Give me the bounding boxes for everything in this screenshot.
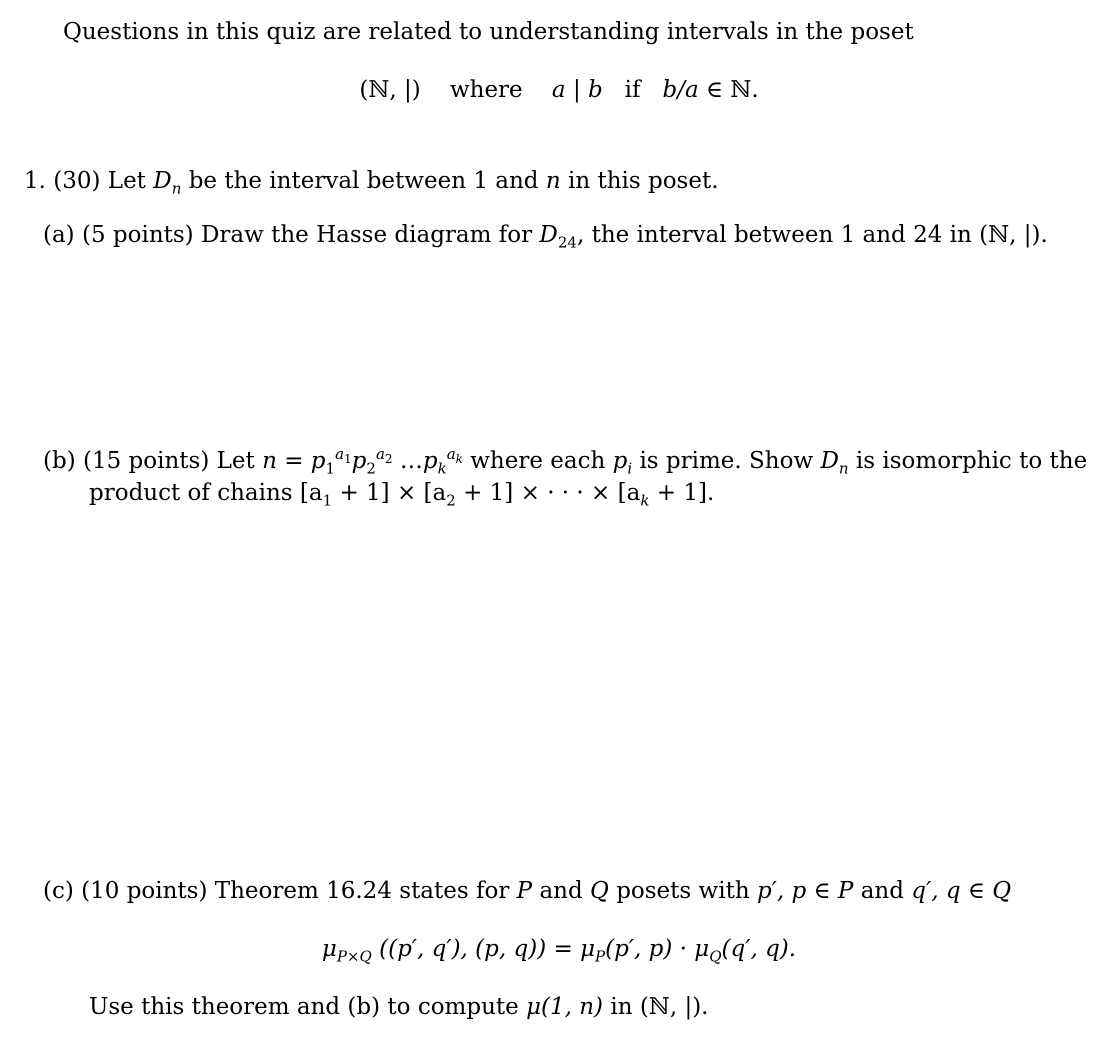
eq-rel-a: a <box>551 77 566 103</box>
q1c-Q-set: Q <box>992 878 1012 904</box>
q1b-points: (15 points) <box>82 448 210 474</box>
q1b-chains: $[a_1 + 1] \times [a_2 + 1]$ × · · · × $[a_k + 1]$. <box>299 480 715 510</box>
formula-mu-q: $\mu_Q$ <box>694 936 722 966</box>
question-1b-line2 <box>89 478 714 508</box>
q1c-Q: Q <box>590 878 609 904</box>
eq-in: ∈ ℕ. <box>705 77 759 103</box>
q1a-points: (5 points) <box>81 222 194 248</box>
q1-points: (30) <box>53 168 101 194</box>
eq-where: where <box>449 77 523 103</box>
q1b-pi: $p_i$ <box>612 448 633 478</box>
q1c-line3-post: in (ℕ, |). <box>610 994 709 1020</box>
eq-poset: (ℕ, |) <box>359 77 421 103</box>
question-1 <box>24 166 719 196</box>
q1b-text-pre: Let <box>216 448 255 474</box>
q1c-in-P: ∈ <box>813 878 831 904</box>
formula-lhs-args: ((p′, q′), (p, q)) = <box>379 936 573 962</box>
q1c-P-set: P <box>837 878 854 904</box>
q1c-mu: μ(1, n) <box>526 994 604 1020</box>
q1c-pp: p′, p <box>756 878 807 904</box>
q1-Dn: $D_n$ <box>153 168 182 198</box>
q1a-text-post: , the interval between 1 and 24 in (ℕ, |). <box>576 222 1048 248</box>
question-1a <box>43 220 1048 250</box>
q1c-and-1: and <box>539 878 583 904</box>
formula-mu-pxq: $\mu_{P\times Q}$ <box>321 936 372 966</box>
q1b-line2-pre: product of chains <box>89 480 293 506</box>
q1c-points: (10 points) <box>81 878 208 904</box>
q1a-text-pre: Draw the Hasse diagram for <box>200 222 533 248</box>
q1b-label: (b) <box>43 448 76 474</box>
question-1c-line3 <box>89 992 708 1022</box>
q1c-text-pre: Theorem 16.24 states for <box>214 878 510 904</box>
q1b-Dn: $D_n$ <box>820 448 849 478</box>
q1-n: n <box>545 168 561 194</box>
formula-mu-p: $\mu_P$ <box>580 936 606 966</box>
q1b-text-mid: where each <box>470 448 606 474</box>
q1c-qq: q′, q <box>911 878 961 904</box>
q1b-text-post: is isomorphic to the <box>855 448 1088 474</box>
q1c-P: P <box>516 878 533 904</box>
q1c-in-Q: ∈ <box>967 878 985 904</box>
q1c-and-2: and <box>860 878 904 904</box>
q1b-text-mid2: is prime. Show <box>639 448 814 474</box>
q1b-n: n <box>262 448 277 474</box>
q1b-factorization: $p_1^{a_1}p_2^{a_2}$ $\dots p_k^{a_k}$ <box>310 445 463 478</box>
q1b-eq: = <box>284 448 304 474</box>
q1a-D24: $D_{24}$ <box>539 222 577 252</box>
eq-rel-bar: | <box>572 77 581 103</box>
q1-text-pre: Let <box>107 168 146 194</box>
eq-cond: b/a <box>662 77 699 103</box>
q1-number: 1. <box>24 168 46 194</box>
eq-if: if <box>624 77 641 103</box>
q1c-line3-pre: Use this theorem and (b) to compute <box>89 994 519 1020</box>
formula-q-args: (q′, q). <box>721 936 797 962</box>
q1a-label: (a) <box>43 222 75 248</box>
q1-text-post: in this poset. <box>567 168 719 194</box>
question-1b-line1 <box>43 446 1087 476</box>
q1c-text-mid: posets with <box>616 878 750 904</box>
formula-p-args: (p′, p) · <box>605 936 687 962</box>
q1c-label: (c) <box>43 878 74 904</box>
intro-equation <box>0 75 1118 105</box>
q1c-theorem-formula <box>0 934 1118 964</box>
q1-text-mid: be the interval between 1 and <box>188 168 539 194</box>
question-1c-line1 <box>43 876 1011 906</box>
intro-text: Questions in this quiz are related to understanding intervals in the poset <box>63 19 914 45</box>
eq-rel-b: b <box>588 77 603 103</box>
